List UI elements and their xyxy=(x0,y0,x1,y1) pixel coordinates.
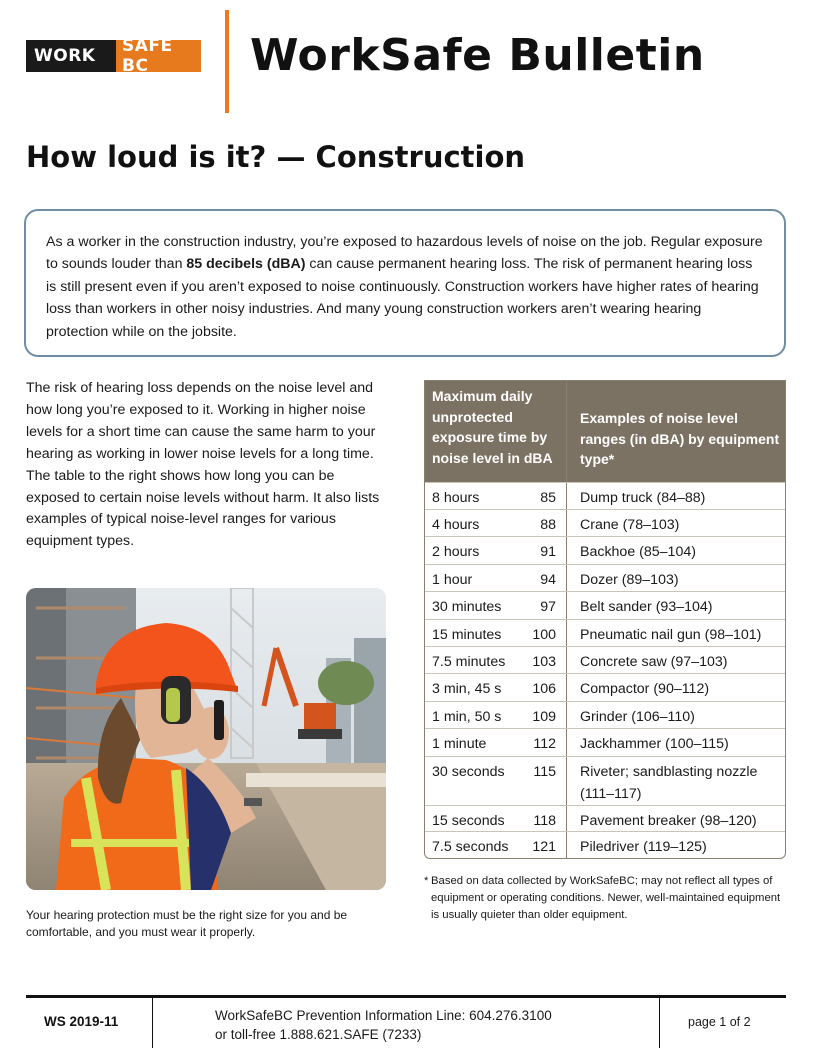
footnote-text: Based on data collected by WorkSafeBC; may not reflect all types of equipment or operating conditions. Newer, well-maintained equipment is usually quieter than older equipment. xyxy=(431,875,781,921)
table-row: 4 hours 88 Crane (78–103) xyxy=(425,509,785,536)
worker-photo xyxy=(26,588,386,890)
table-row: 15 seconds 118 Pavement breaker (98–120) xyxy=(425,805,785,831)
info-line-2: or toll-free 1.888.621.SAFE (7233) xyxy=(215,1027,422,1042)
photo-caption: Your hearing protection must be the right size for you and be comfortable, and you must wear it properly. xyxy=(26,908,348,939)
prevention-info-line xyxy=(215,1006,552,1044)
bulletin-code: WS 2019-11 xyxy=(44,1014,119,1029)
footer-divider xyxy=(659,998,660,1048)
footer-rule xyxy=(26,995,786,998)
bulletin-title: WorkSafe Bulletin xyxy=(250,30,705,81)
info-line-1: WorkSafeBC Prevention Information Line: 604.276.3100 xyxy=(215,1008,552,1023)
logo-work-text: WORK xyxy=(34,46,96,66)
logo-safebc-text: SAFE BC xyxy=(116,40,201,72)
footnote-asterisk: * xyxy=(424,875,429,887)
noise-exposure-table xyxy=(424,380,786,859)
table-row: 8 hours 85 Dump truck (84–88) xyxy=(425,482,785,509)
table-row: 15 minutes 100 Pneumatic nail gun (98–101) xyxy=(425,619,785,646)
worksafebc-logo xyxy=(26,36,201,76)
header-divider xyxy=(225,10,229,113)
page-number: page 1 of 2 xyxy=(688,1015,751,1029)
table-row: 7.5 minutes 103 Concrete saw (97–103) xyxy=(425,646,785,673)
footer-divider xyxy=(152,998,153,1048)
intro-highlight: 85 decibels (dBA) xyxy=(186,256,306,273)
table-row: 30 minutes 97 Belt sander (93–104) xyxy=(425,591,785,619)
table-header-examples: Examples of noise level ranges (in dBA) by equipment type* xyxy=(580,410,780,467)
table-row: 1 min, 50 s 109 Grinder (106–110) xyxy=(425,701,785,728)
intro-paragraph: As a worker in the construction industry, you’re exposed to hazardous levels of noise on the job. Regular exposure to sounds louder than 85 decibels (dBA) can cause permanent hearing loss. The risk of permanent hearing loss is still present even if you aren’t exposed to noise continuously. Construction workers have higher rates of hearing loss than workers in other noisy industries. And many young construction workers aren’t wearing hearing protection while on the jobsite. xyxy=(46,234,763,340)
page-title: How loud is it? — Construction xyxy=(26,140,526,174)
table-row: 1 hour 94 Dozer (89–103) xyxy=(425,564,785,591)
table-row: 1 minute 112 Jackhammer (100–115) xyxy=(425,728,785,756)
table-header-exposure: Maximum daily unprotected exposure time by noise level in dBA xyxy=(432,388,553,466)
table-header xyxy=(425,381,785,482)
table-row: 2 hours 91 Backhoe (85–104) xyxy=(425,536,785,564)
table-row: 30 seconds 115 Riveter; sandblasting nozzle (111–117) xyxy=(425,756,785,805)
body-paragraph: The risk of hearing loss depends on the noise level and how long you’re exposed to it. Working in higher noise levels for a short time can cause the same harm to your hearing as working in lower noise levels for a long time. The table to the right shows how long you can be exposed to certain noise levels without harm. It also lists examples of typical noise-level ranges for various equipment types. xyxy=(26,380,380,550)
intro-box xyxy=(24,209,786,357)
table-row: 7.5 seconds 121 Piledriver (119–125) xyxy=(425,831,785,859)
table-row: 3 min, 45 s 106 Compactor (90–112) xyxy=(425,673,785,701)
table-footnote xyxy=(424,873,786,924)
